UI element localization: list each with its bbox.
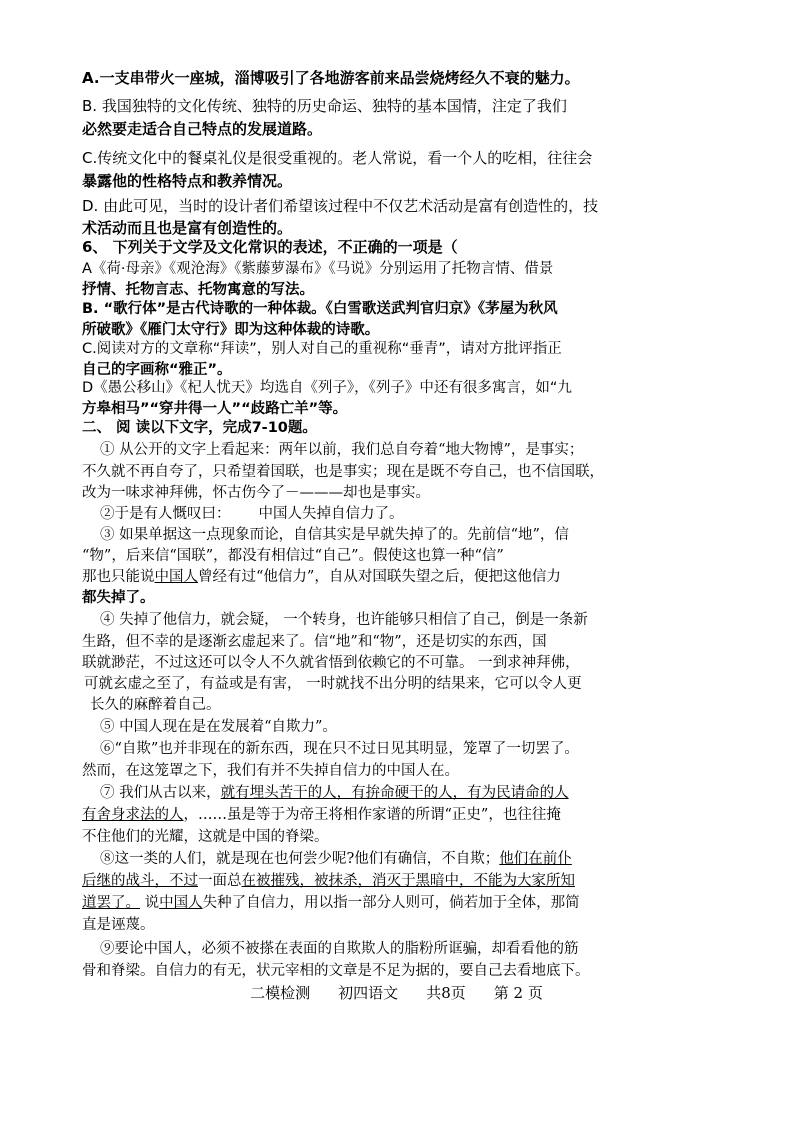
footer-exam-name: 二模检测: [250, 984, 311, 1002]
option-b-q5-line1: B. 我国独特的文化传统、独特的历史命运、独特的基本国情，注定了我们: [82, 97, 567, 115]
q6-option-b-line1: B. “歌行体”是古代诗歌的一种体裁。《白雪歌送武判官归京》《茅屋为秋风: [82, 301, 558, 317]
para-8-line2-part2: 一面总: [198, 873, 242, 889]
para-9-line2: 骨和脊梁。自信力的有无，状元宰相的文章是不足为据的，要自己去看地底下。: [82, 963, 590, 979]
para-8-underlined-2: 后继的战斗，不过: [82, 873, 198, 889]
para-6-line1: ⑥“自欺”也并非现在的新东西，现在只不过日见其明显，笼罩了一切罢了。: [100, 741, 579, 757]
q6-option-a-line2: 抒情、托物言志、托物寓意的写法。: [82, 282, 314, 298]
para-1-line1: ① 从公开的文字上看起来：两年以前，我们总自夸着“地大物博”，是事实；: [100, 442, 584, 458]
para-7-line2-part2: ，……虽是等于为帝王将相作家谱的所谓“正史”，也往往掩: [183, 807, 561, 823]
option-b-q5-line2: 必然要走适合自己特点的发展道路。: [82, 120, 323, 138]
para-2-part1: ②于是有人慨叹曰：: [100, 506, 231, 522]
para-2-part2: 中国人失掉自信力了。: [258, 506, 404, 522]
q6-option-c-line2: 自己的字画称“雅正”。: [82, 362, 232, 378]
para-2: [100, 504, 404, 524]
para-7-line2: [82, 805, 561, 825]
para-8-underlined-term: 中国人: [159, 895, 203, 911]
page-footer: [0, 982, 793, 1003]
para-6-line2: 然而，在这笼罩之下，我们有并不失掉自信力的中国人在。: [82, 763, 459, 779]
option-d-q5-line1: D. 由此可见，当时的设计者们希望该过程中不仅艺术活动是富有创造性的，技: [82, 197, 599, 215]
para-8-line3-part1: 说: [140, 895, 160, 911]
q6-option-c-line1: C.阅读对方的文章称“拜读”，别人对自己的重视称“垂青”，请对方批评指正: [82, 341, 562, 357]
para-3-line2: “物”，后来信“国联”，都没有相信过“自己”。假使这也算一种“信”: [82, 548, 504, 564]
footer-total-pages: 共8页: [426, 984, 466, 1002]
para-4-line1: ④ 失掉了他信力，就会疑， 一个转身，也许能够只相信了自己，倒是一条新: [100, 612, 588, 628]
footer-page-number: 第 2 页: [493, 984, 543, 1002]
para-8-line3-part2: 失种了自信力，用以指一部分人则可，倘若加于全体，那简: [202, 895, 580, 911]
para-7-underlined-2: 有舍身求法的人: [82, 807, 184, 823]
option-c-q5-line1: C.传统文化中的餐桌礼仪是很受重视的。老人常说，看一个人的吃相，往往会: [82, 149, 593, 167]
para-8-line3: [82, 893, 580, 913]
para-4-line5: 长久的麻醉着自己。: [90, 697, 221, 713]
para-4-line4: 可就玄虚之至了，有益或是有害， 一时就找不出分明的结果来，它可以令人更: [84, 676, 582, 692]
q6-option-a-line1: A《荷·母亲》《观沧海》《紫藤萝瀑布》《马说》分别运用了托物言情、借景: [82, 261, 554, 277]
option-d-q5-line2: 术活动而且也是富有创造性的。: [82, 219, 293, 237]
para-3-line1: ③ 如果单据这一点现象而论，自信其实是早就失掉了的。先前信“地”，信: [100, 527, 569, 543]
q6-option-b-line2: 所破歌》《雁门太守行》即为这种体裁的诗歌。: [82, 322, 380, 338]
para-1-line2: 不久就不再自夸了，只希望着国联，也是事实；现在是既不夸自己，也不信国联，: [82, 464, 604, 480]
para-5: ⑤ 中国人现在是在发展着“自欺力”。: [100, 719, 337, 735]
para-7-underlined-1: 就有埋头苦干的人，有拚命硬干的人，有为民请命的人: [220, 785, 569, 801]
para-8-underlined-3: 在被摧残，被抹杀，消灭于黑暗中，不能为大家所知: [241, 873, 575, 889]
para-8-line2: [82, 871, 575, 891]
para-9-line1: ⑨要论中国人，必须不被搽在表面的自欺欺人的脂粉所诓骗，却看看他的筋: [100, 941, 579, 957]
para-4-line2: 生路，但不幸的是逐渐玄虚起来了。信“地”和“物”，还是切实的东西，国: [82, 634, 547, 650]
q6-option-d-line1: D《愚公移山》《杞人忧天》均选自《列子》，《列子》中还有很多寓言，如“九: [82, 380, 572, 396]
para-7-line1-part1: ⑦ 我们从古以来，: [100, 785, 221, 801]
para-3-line3-part1: 那也只能说: [82, 569, 155, 585]
para-8-line4: 直是诬蔑。: [82, 917, 155, 933]
para-7-line3: 不住他们的光耀，这就是中国的脊梁。: [82, 829, 329, 845]
para-4-line3: 联就渺茫，不过这还可以令人不久就省悟到依赖它的不可靠。 一到求神拜佛，: [82, 655, 580, 671]
para-3-line3-part2: 曾经有过“他信力”，自从对国联失望之后，便把这他信力: [198, 569, 561, 585]
para-8-line1: [100, 849, 572, 869]
para-8-underlined-4: 道罢了。: [82, 895, 140, 911]
para-1-line3: 改为一味求神拜佛，怀古伤今了－———却也是事实。: [82, 485, 430, 501]
para-7-line1: [100, 783, 569, 803]
option-a-q5: A.一支串带火一座城，淄博吸引了各地游客前来品尝烧烤经久不衰的魅力。: [82, 69, 580, 87]
option-c-q5-line2: 暴露他的性格特点和教养情况。: [82, 172, 293, 190]
question-6-stem: 6、 下列关于文学及文化常识的表述，不正确的一项是（: [82, 238, 458, 256]
para-8-underlined-1: 他们在前仆: [499, 851, 572, 867]
para-8-line1-part1: ⑧这一类的人们，就是现在也何尝少呢?他们有确信，不自欺；: [100, 851, 500, 867]
para-3-underlined-term: 中国人: [154, 569, 198, 585]
section-2-heading: 二、 阅 读以下文字，完成7-10题。: [82, 420, 317, 436]
footer-subject: 初四语文: [338, 984, 399, 1002]
para-3-line4: 都失掉了。: [82, 590, 155, 606]
para-3-line3: [82, 567, 561, 587]
q6-option-d-line2: 方皋相马”“穿井得一人”“歧路亡羊”等。: [82, 401, 348, 417]
